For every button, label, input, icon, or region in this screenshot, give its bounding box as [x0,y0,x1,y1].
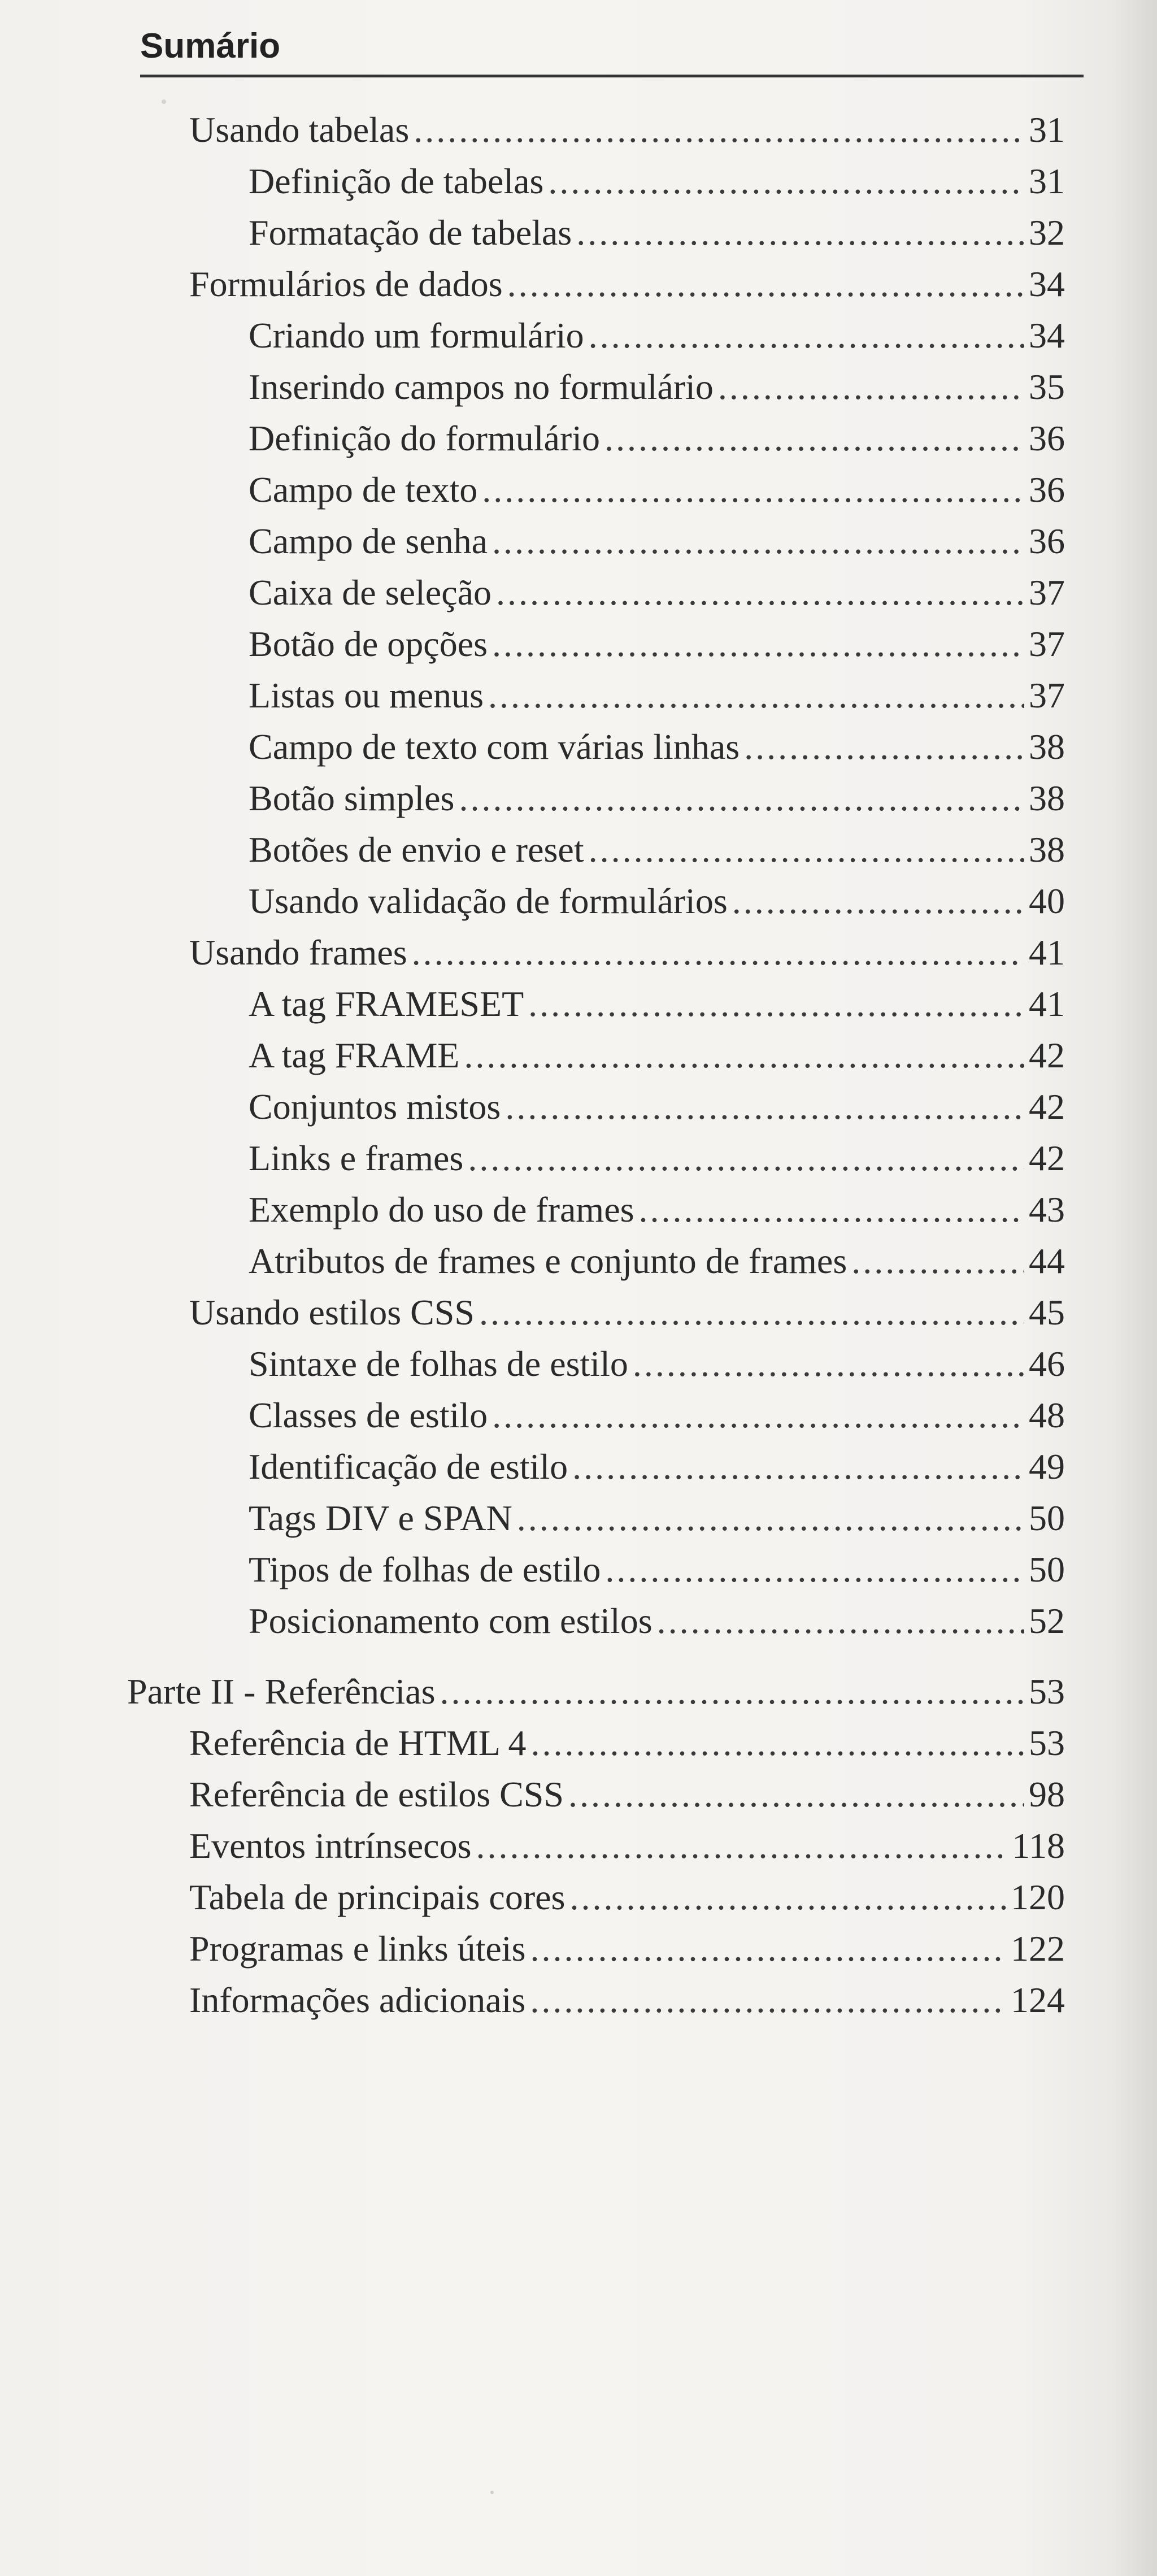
toc-entry-label: Usando frames [189,932,407,972]
toc-entry-label: Usando validação de formulários [249,881,728,921]
toc-entry-label: Formulários de dados [189,264,503,304]
toc-page-number: 53 [1029,1723,1065,1763]
toc-entry-label: Classes de estilo [249,1395,488,1435]
toc-entry[interactable] [249,824,1065,875]
toc-entry-label: Atributos de frames e conjunto de frames [249,1241,847,1281]
toc-entry-label: Eventos intrínsecos [189,1826,472,1866]
toc-entry-label: A tag FRAMESET [249,984,524,1024]
toc-page-number: 122 [1011,1928,1065,1969]
toc-entry-label: Programas e links úteis [189,1928,526,1969]
header-rule [140,75,1084,77]
toc-page-number: 118 [1012,1826,1065,1866]
toc-entry[interactable] [189,1717,1065,1769]
toc-entry[interactable] [249,464,1065,515]
toc-dot-leader [517,1492,1024,1544]
paper-speck [162,99,166,104]
toc-page-number: 42 [1029,1087,1065,1127]
toc-entry[interactable] [249,875,1065,927]
toc-page-number: 38 [1029,829,1065,870]
toc-entry-label: Formatação de tabelas [249,212,572,253]
toc-page-number: 50 [1029,1498,1065,1538]
toc-entry[interactable] [249,1338,1065,1389]
toc-entry-label: Referência de estilos CSS [189,1774,564,1814]
page-header-title: Sumário [140,27,281,66]
toc-entry-label: Botão de opções [249,624,488,664]
toc-entry[interactable] [249,515,1065,567]
toc-dot-leader [572,1441,1024,1492]
toc-entry-label: Definição de tabelas [249,161,544,201]
toc-entry-label: Campo de texto com várias linhas [249,727,740,767]
toc-entry[interactable] [189,258,1065,310]
toc-entry[interactable] [249,207,1065,258]
toc-entry-label: Links e frames [249,1138,464,1178]
toc-entry-label: Listas ou menus [249,675,484,715]
toc-page-number: 41 [1029,984,1065,1024]
paper-speck [490,2491,494,2494]
toc-entry[interactable] [249,1029,1065,1081]
toc-entry[interactable] [249,1441,1065,1492]
toc-page-number: 124 [1011,1980,1065,2020]
toc-entry-label: Caixa de seleção [249,572,491,612]
toc-entry[interactable] [249,361,1065,412]
toc-dot-leader [568,1769,1024,1820]
toc-page-number: 49 [1029,1446,1065,1487]
toc-entry[interactable] [249,1492,1065,1544]
toc-entry[interactable] [249,1595,1065,1647]
toc-page-number: 37 [1029,572,1065,612]
toc-entry[interactable] [249,618,1065,670]
toc-dot-leader [732,875,1024,927]
toc-dot-leader [528,978,1024,1029]
toc-dot-leader [530,1717,1024,1769]
toc-dot-leader [605,1544,1024,1595]
toc-page-number: 42 [1029,1035,1065,1075]
toc-dot-leader [488,670,1024,721]
toc-entry-label: Campo de texto [249,470,478,510]
toc-dot-leader [468,1132,1024,1184]
toc-entry-label: Posicionamento com estilos [249,1601,653,1641]
toc-dot-leader [492,1389,1024,1441]
toc-entry-label: Botões de envio e reset [249,829,584,870]
toc-page-number: 52 [1029,1601,1065,1641]
toc-dot-leader [459,772,1024,824]
toc-page-number: 36 [1029,470,1065,510]
toc-entry[interactable] [189,1287,1065,1338]
toc-dot-leader [576,207,1024,258]
toc-dot-leader [479,1287,1024,1338]
toc-entry[interactable] [249,978,1065,1029]
toc-dot-leader [657,1595,1024,1647]
toc-entry[interactable] [249,1081,1065,1132]
toc-dot-leader [476,1820,1007,1871]
toc-page-number: 38 [1029,727,1065,767]
toc-entry-label: Sintaxe de folhas de estilo [249,1344,628,1384]
toc-page-number: 98 [1029,1774,1065,1814]
toc-page-number: 31 [1029,161,1065,201]
toc-entry[interactable] [249,567,1065,618]
toc-dot-leader [464,1029,1024,1081]
toc-entry[interactable] [249,155,1065,207]
toc-entry[interactable] [189,1871,1065,1923]
toc-page-number: 38 [1029,778,1065,818]
toc-dot-leader [530,1974,1006,2026]
toc-page-number: 40 [1029,881,1065,921]
toc-dot-leader [548,155,1024,207]
toc-entry-label: Informações adicionais [189,1980,526,2020]
toc-entry[interactable] [249,310,1065,361]
toc-page-number: 46 [1029,1344,1065,1384]
toc-dot-leader [496,567,1024,618]
toc-page-number: 48 [1029,1395,1065,1435]
toc-entry-label: Campo de senha [249,521,488,561]
toc-dot-leader [744,721,1024,772]
toc-page-number: 36 [1029,418,1065,458]
toc-page-number: 53 [1029,1671,1065,1711]
toc-entry-label: Exemplo do uso de frames [249,1189,634,1230]
toc-entry-label: Botão simples [249,778,455,818]
toc-entry[interactable] [127,1666,1065,1717]
toc-dot-leader [569,1871,1006,1923]
toc-entry-label: Inserindo campos no formulário [249,367,714,407]
toc-entry[interactable] [249,1544,1065,1595]
toc-entry-label: Tipos de folhas de estilo [249,1549,601,1589]
toc-dot-leader [633,1338,1024,1389]
toc-dot-leader [492,515,1024,567]
toc-entry-label: Usando tabelas [189,110,410,150]
toc-dot-leader [589,310,1024,361]
toc-page-number: 37 [1029,624,1065,664]
toc-page-number: 41 [1029,932,1065,972]
toc-entry-label: Parte II - Referências [127,1671,436,1711]
toc-entry[interactable] [189,1923,1065,1974]
toc-entry-label: Usando estilos CSS [189,1292,475,1332]
toc-entry[interactable] [249,670,1065,721]
toc-entry[interactable] [189,1974,1065,2026]
toc-page-number: 120 [1011,1877,1065,1917]
toc-page-number: 34 [1029,315,1065,355]
toc-dot-leader [639,1184,1025,1235]
toc-entry-label: Identificação de estilo [249,1446,568,1487]
toc-entry-label: Tags DIV e SPAN [249,1498,512,1538]
toc-entry[interactable] [189,1820,1065,1871]
table-of-contents [0,104,1157,2026]
toc-entry[interactable] [189,104,1065,155]
toc-dot-leader [505,1081,1024,1132]
toc-page-number: 36 [1029,521,1065,561]
toc-page-number: 43 [1029,1189,1065,1230]
toc-entry[interactable] [249,1132,1065,1184]
toc-dot-leader [412,927,1024,978]
toc-entry[interactable] [249,772,1065,824]
toc-dot-leader [604,412,1024,464]
toc-dot-leader [851,1235,1024,1287]
toc-entry-label: A tag FRAME [249,1035,460,1075]
toc-dot-leader [414,104,1024,155]
toc-dot-leader [492,618,1024,670]
toc-entry[interactable] [189,927,1065,978]
toc-entry[interactable] [249,1184,1065,1235]
toc-dot-leader [440,1666,1024,1717]
toc-page-number: 50 [1029,1549,1065,1589]
toc-entry[interactable] [249,1235,1065,1287]
toc-dot-leader [530,1923,1006,1974]
toc-entry-label: Criando um formulário [249,315,584,355]
toc-dot-leader [718,361,1024,412]
toc-entry-label: Definição do formulário [249,418,600,458]
toc-page-number: 35 [1029,367,1065,407]
toc-page-number: 37 [1029,675,1065,715]
toc-page-number: 31 [1029,110,1065,150]
toc-entry-label: Tabela de principais cores [189,1877,566,1917]
toc-entry[interactable] [249,412,1065,464]
toc-page-number: 34 [1029,264,1065,304]
toc-page-number: 45 [1029,1292,1065,1332]
toc-page-number: 32 [1029,212,1065,253]
toc-dot-leader [482,464,1024,515]
toc-dot-leader [589,824,1024,875]
toc-entry[interactable] [249,1389,1065,1441]
toc-entry[interactable] [249,721,1065,772]
toc-page-number: 42 [1029,1138,1065,1178]
toc-page-number: 44 [1029,1241,1065,1281]
toc-entry-label: Referência de HTML 4 [189,1723,527,1763]
toc-entry-label: Conjuntos mistos [249,1087,501,1127]
toc-entry[interactable] [189,1769,1065,1820]
toc-dot-leader [507,258,1024,310]
